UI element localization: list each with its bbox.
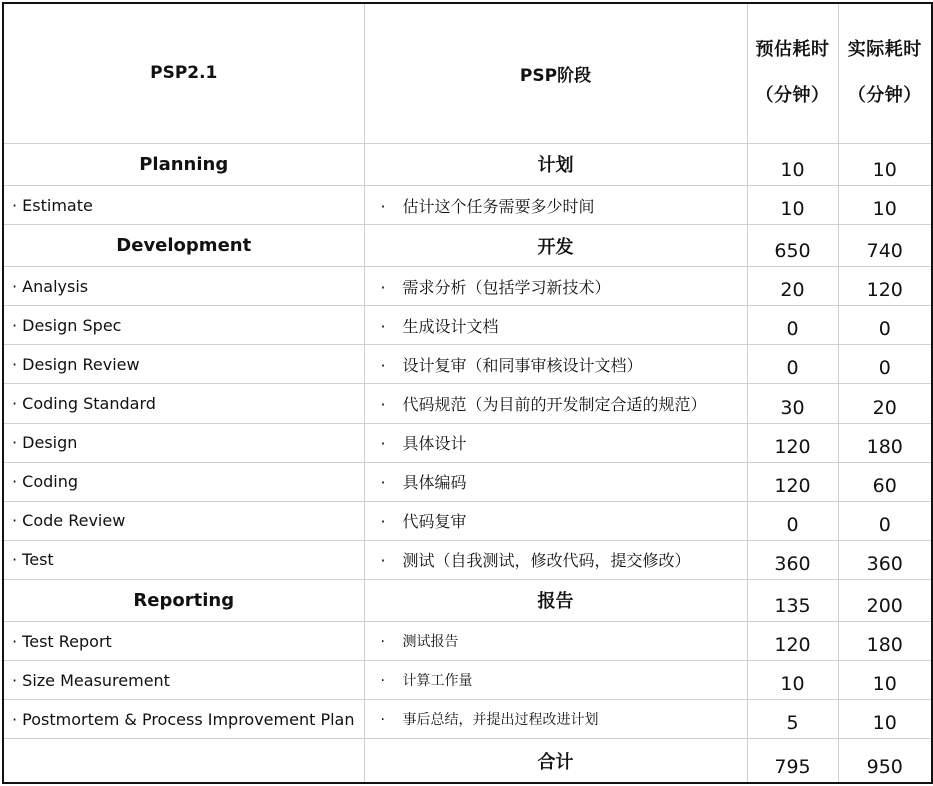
table-row <box>3 267 932 306</box>
actual-value: 0 <box>838 501 932 540</box>
item-name-zh <box>364 540 747 579</box>
header-estimated-line1: 预估耗时 <box>755 39 830 61</box>
estimated-value: 20 <box>747 267 838 306</box>
actual-value: 60 <box>838 462 932 501</box>
bullet: · <box>380 473 386 493</box>
actual-value: 0 <box>838 345 932 384</box>
header-actual-line1: 实际耗时 <box>847 39 922 61</box>
total-empty-cell <box>3 739 364 783</box>
item-label-zh: 生成设计文档 <box>402 316 499 336</box>
table-row <box>3 462 932 501</box>
bullet: · <box>380 634 385 651</box>
table-row <box>3 185 932 224</box>
item-label-zh: 测试报告 <box>402 634 459 651</box>
item-name: · Code Review <box>3 501 364 540</box>
header-estimated <box>747 3 838 143</box>
item-label-zh: 代码规范（为目前的开发制定合适的规范） <box>402 394 707 414</box>
estimated-value: 30 <box>747 384 838 423</box>
phase-name: Reporting <box>3 579 364 621</box>
table-row <box>3 540 932 579</box>
bullet: · <box>380 277 386 297</box>
item-name: · Test <box>3 540 364 579</box>
item-name-zh <box>364 423 747 462</box>
bullet: · <box>380 673 385 690</box>
estimated-value: 120 <box>747 462 838 501</box>
actual-value: 10 <box>838 143 932 185</box>
phase-name-zh: 计划 <box>364 143 747 185</box>
item-name: · Analysis <box>3 267 364 306</box>
total-actual: 950 <box>838 739 932 783</box>
bullet: · <box>380 712 385 729</box>
header-psp: PSP2.1 <box>3 3 364 143</box>
estimated-value: 120 <box>747 423 838 462</box>
item-name: · Design Spec <box>3 306 364 345</box>
table-row <box>3 661 932 700</box>
bullet: · <box>380 196 386 216</box>
bullet: · <box>380 551 386 571</box>
header-actual <box>838 3 932 143</box>
item-name-zh <box>364 384 747 423</box>
estimated-value: 135 <box>747 579 838 621</box>
item-name-zh <box>364 661 747 700</box>
header-actual-line2: （分钟） <box>847 85 922 107</box>
estimated-value: 120 <box>747 621 838 660</box>
item-name: · Design <box>3 423 364 462</box>
actual-value: 10 <box>838 700 932 739</box>
estimated-value: 10 <box>747 143 838 185</box>
estimated-value: 10 <box>747 185 838 224</box>
item-name-zh <box>364 306 747 345</box>
bullet: · <box>380 316 386 336</box>
item-label-zh: 事后总结，并提出过程改进计划 <box>402 712 599 729</box>
table-row <box>3 306 932 345</box>
item-name-zh <box>364 267 747 306</box>
header-row <box>3 3 932 143</box>
item-label-zh: 代码复审 <box>402 512 467 532</box>
item-name-zh <box>364 462 747 501</box>
table-row <box>3 579 932 621</box>
item-name: · Test Report <box>3 621 364 660</box>
item-name: · Coding <box>3 462 364 501</box>
header-phase: PSP阶段 <box>364 3 747 143</box>
phase-name: Planning <box>3 143 364 185</box>
actual-value: 200 <box>838 579 932 621</box>
phase-name: Development <box>3 225 364 267</box>
item-name-zh <box>364 621 747 660</box>
item-name: · Design Review <box>3 345 364 384</box>
table-row <box>3 501 932 540</box>
item-name: · Size Measurement <box>3 661 364 700</box>
header-estimated-line2: （分钟） <box>755 85 830 107</box>
total-row <box>3 739 932 783</box>
item-name: · Estimate <box>3 185 364 224</box>
actual-value: 120 <box>838 267 932 306</box>
bullet: · <box>380 512 386 532</box>
item-label-zh: 具体编码 <box>402 473 467 493</box>
actual-value: 0 <box>838 306 932 345</box>
table-row <box>3 143 932 185</box>
estimated-value: 0 <box>747 306 838 345</box>
item-label-zh: 需求分析（包括学习新技术） <box>402 277 611 297</box>
actual-value: 20 <box>838 384 932 423</box>
estimated-value: 650 <box>747 225 838 267</box>
item-label-zh: 测试（自我测试，修改代码，提交修改） <box>402 551 691 571</box>
estimated-value: 5 <box>747 700 838 739</box>
table-row <box>3 384 932 423</box>
item-name-zh <box>364 185 747 224</box>
estimated-value: 0 <box>747 345 838 384</box>
actual-value: 10 <box>838 185 932 224</box>
item-label-zh: 估计这个任务需要多少时间 <box>402 196 595 216</box>
phase-name-zh: 报告 <box>364 579 747 621</box>
actual-value: 180 <box>838 621 932 660</box>
item-label-zh: 设计复审（和同事审核设计文档） <box>402 355 643 375</box>
actual-value: 180 <box>838 423 932 462</box>
estimated-value: 360 <box>747 540 838 579</box>
actual-value: 360 <box>838 540 932 579</box>
item-name-zh <box>364 700 747 739</box>
item-name: · Coding Standard <box>3 384 364 423</box>
item-label-zh: 具体设计 <box>402 434 467 454</box>
total-estimated: 795 <box>747 739 838 783</box>
table-row <box>3 423 932 462</box>
table-row <box>3 621 932 660</box>
total-label: 合计 <box>364 739 747 783</box>
psp-table <box>2 2 933 784</box>
actual-value: 10 <box>838 661 932 700</box>
table-row <box>3 345 932 384</box>
bullet: · <box>380 434 386 454</box>
actual-value: 740 <box>838 225 932 267</box>
estimated-value: 10 <box>747 661 838 700</box>
item-name-zh <box>364 501 747 540</box>
estimated-value: 0 <box>747 501 838 540</box>
item-name-zh <box>364 345 747 384</box>
table-row <box>3 700 932 739</box>
item-name: · Postmortem & Process Improvement Plan <box>3 700 364 739</box>
table-row <box>3 225 932 267</box>
bullet: · <box>380 355 386 375</box>
item-label-zh: 计算工作量 <box>402 673 473 690</box>
bullet: · <box>380 394 386 414</box>
phase-name-zh: 开发 <box>364 225 747 267</box>
